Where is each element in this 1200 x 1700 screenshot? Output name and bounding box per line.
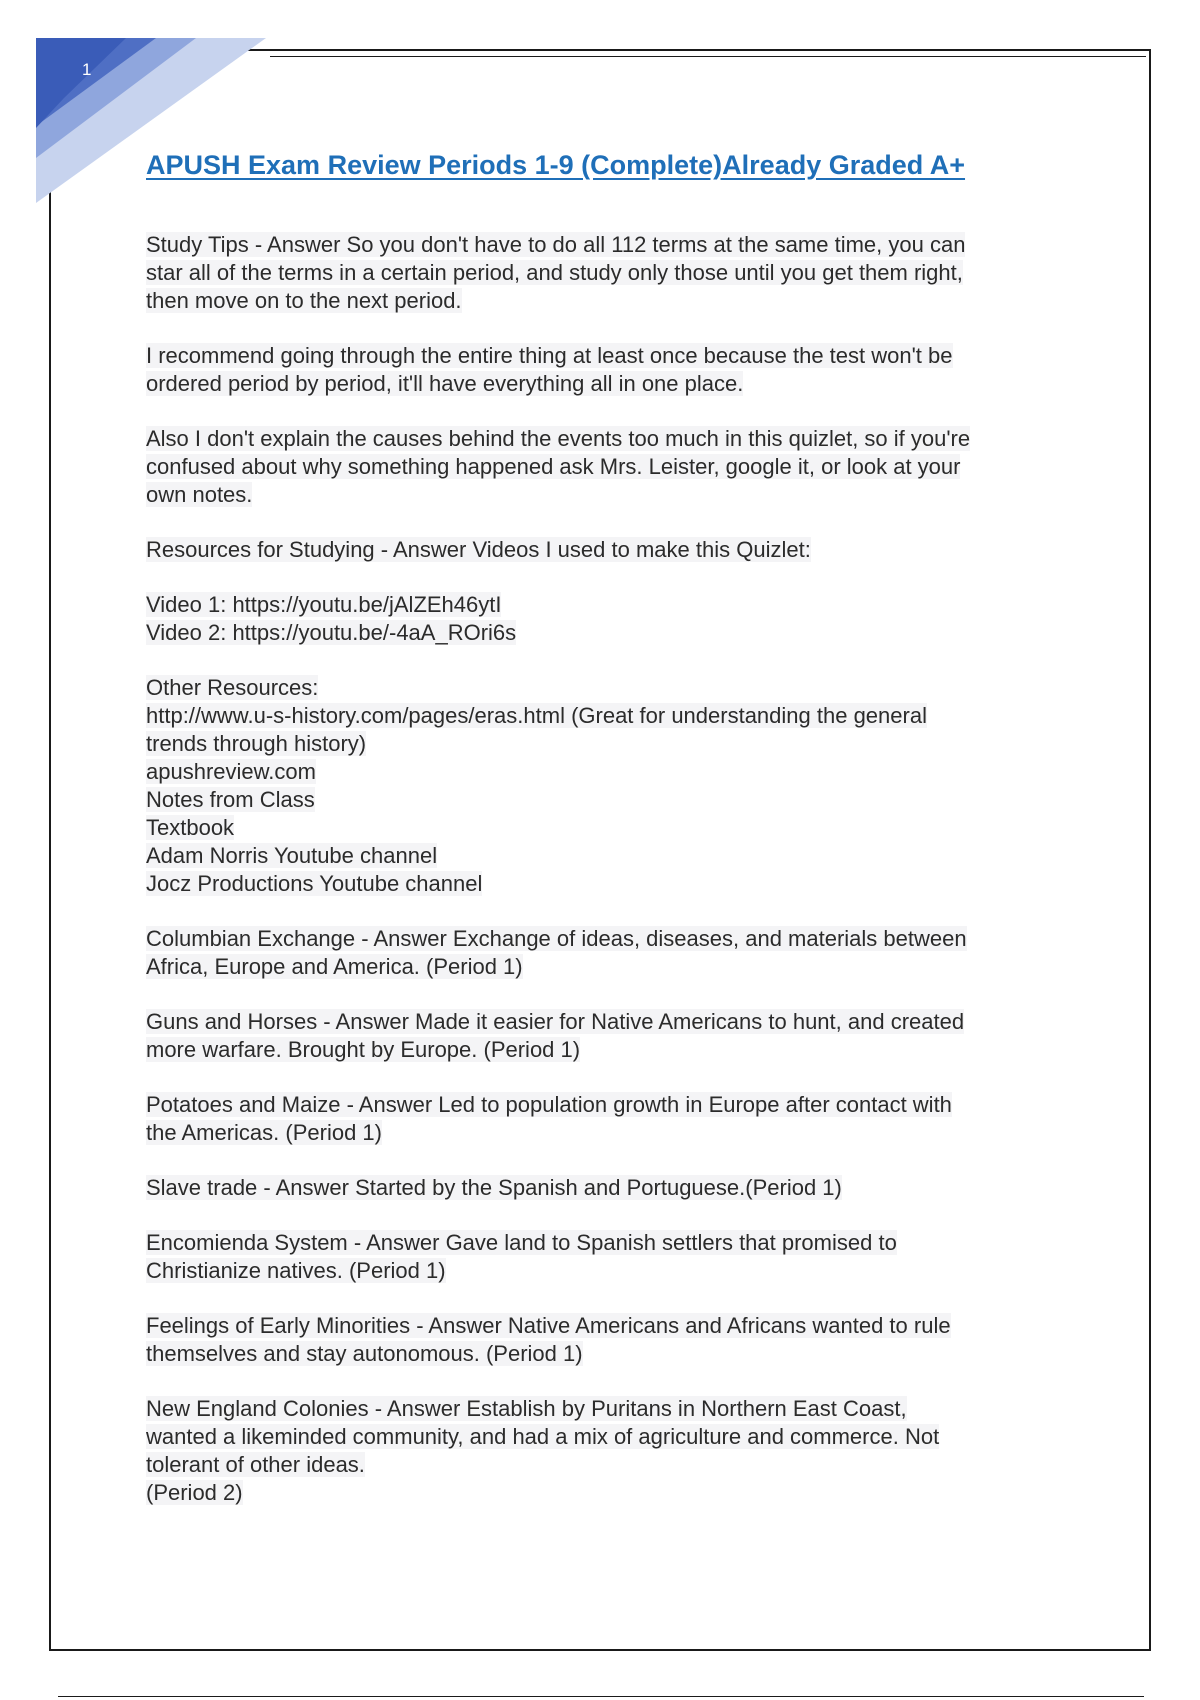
- text-line-content: trends through history): [146, 731, 367, 756]
- paragraph: [146, 591, 1066, 647]
- text-line-content: Video 2: https://youtu.be/-4aA_ROri6s: [146, 620, 517, 645]
- text-line: [146, 1119, 1066, 1147]
- page-number: 1: [82, 60, 92, 79]
- text-line: [146, 674, 1066, 702]
- paragraph: [146, 925, 1066, 981]
- text-line: [146, 1257, 1066, 1285]
- text-line-content: Columbian Exchange - Answer Exchange of ideas, diseases, and materials between: [146, 926, 967, 951]
- text-line-content: I recommend going through the entire thing at least once because the test won't be: [146, 343, 953, 368]
- paragraph: [146, 231, 1066, 315]
- header-rule: [270, 56, 1146, 57]
- text-line: [146, 925, 1066, 953]
- text-line-content: confused about why something happened ask Mrs. Leister, google it, or look at your: [146, 454, 961, 479]
- text-line: [146, 1174, 1066, 1202]
- text-line-content: star all of the terms in a certain period, and study only those until you get them right,: [146, 260, 963, 285]
- text-line-content: Jocz Productions Youtube channel: [146, 871, 483, 896]
- document-body: [146, 231, 1066, 1534]
- text-line: [146, 342, 1066, 370]
- text-line-content: Encomienda System - Answer Gave land to Spanish settlers that promised to: [146, 1230, 897, 1255]
- text-line-content: own notes.: [146, 482, 253, 507]
- text-line: [146, 1395, 1066, 1423]
- text-line-content: Also I don't explain the causes behind the events too much in this quizlet, so if you're: [146, 426, 971, 451]
- text-line-content: Notes from Class: [146, 787, 315, 812]
- text-line-content: Adam Norris Youtube channel: [146, 843, 438, 868]
- text-line-content: New England Colonies - Answer Establish by Puritans in Northern East Coast,: [146, 1396, 907, 1421]
- document-title: APUSH Exam Review Periods 1-9 (Complete)Already Graded A+: [146, 150, 966, 180]
- text-line-content: tolerant of other ideas.: [146, 1452, 365, 1477]
- text-line: [146, 1423, 1066, 1451]
- text-line: [146, 481, 1066, 509]
- text-line: [146, 425, 1066, 453]
- text-line-content: Video 1: https://youtu.be/jAlZEh46ytI: [146, 592, 502, 617]
- text-line-content: Textbook: [146, 815, 235, 840]
- text-line: [146, 1229, 1066, 1257]
- text-line-content: the Americas. (Period 1): [146, 1120, 382, 1145]
- paragraph: [146, 342, 1066, 398]
- paragraph: [146, 1312, 1066, 1368]
- text-line: [146, 619, 1066, 647]
- paragraph: [146, 1395, 1066, 1507]
- text-line-content: Guns and Horses - Answer Made it easier for Native Americans to hunt, and created: [146, 1009, 965, 1034]
- text-line: [146, 814, 1066, 842]
- paragraph: [146, 674, 1066, 898]
- paragraph: [146, 1091, 1066, 1147]
- text-line: [146, 1312, 1066, 1340]
- text-line-content: Christianize natives. (Period 1): [146, 1258, 446, 1283]
- text-line-content: more warfare. Brought by Europe. (Period 1): [146, 1037, 581, 1062]
- text-line: [146, 702, 1066, 730]
- text-line: [146, 1340, 1066, 1368]
- text-line-content: Other Resources:: [146, 675, 319, 700]
- text-line-content: ordered period by period, it'll have everything all in one place.: [146, 371, 744, 396]
- paragraph: [146, 1229, 1066, 1285]
- text-line: [146, 453, 1066, 481]
- text-line-content: apushreview.com: [146, 759, 316, 784]
- text-line-content: Feelings of Early Minorities - Answer Native Americans and Africans wanted to rule: [146, 1313, 951, 1338]
- text-line: [146, 591, 1066, 619]
- text-line-content: wanted a likeminded community, and had a mix of agriculture and commerce. Not: [146, 1424, 940, 1449]
- text-line-content: Slave trade - Answer Started by the Spanish and Portuguese.(Period 1): [146, 1175, 842, 1200]
- text-line: [146, 1036, 1066, 1064]
- text-line-content: Resources for Studying - Answer Videos I used to make this Quizlet:: [146, 537, 811, 562]
- text-line-content: themselves and stay autonomous. (Period 1): [146, 1341, 583, 1366]
- text-line-content: Study Tips - Answer So you don't have to do all 112 terms at the same time, you can: [146, 232, 966, 257]
- text-line: [146, 842, 1066, 870]
- text-line: [146, 259, 1066, 287]
- text-line: [146, 1091, 1066, 1119]
- footer-rule: [58, 1696, 1144, 1697]
- text-line-content: http://www.u-s-history.com/pages/eras.html (Great for understanding the general: [146, 703, 927, 728]
- text-line: [146, 953, 1066, 981]
- text-line: [146, 870, 1066, 898]
- text-line-content: (Period 2): [146, 1480, 243, 1505]
- paragraph: [146, 425, 1066, 509]
- text-line: [146, 1008, 1066, 1036]
- text-line-content: Potatoes and Maize - Answer Led to population growth in Europe after contact with: [146, 1092, 952, 1117]
- text-line: [146, 758, 1066, 786]
- paragraph: [146, 536, 1066, 564]
- paragraph: [146, 1008, 1066, 1064]
- text-line: [146, 536, 1066, 564]
- text-line: [146, 786, 1066, 814]
- text-line: [146, 287, 1066, 315]
- text-line: [146, 370, 1066, 398]
- paragraph: [146, 1174, 1066, 1202]
- text-line: [146, 1479, 1066, 1507]
- text-line-content: then move on to the next period.: [146, 288, 462, 313]
- text-line: [146, 231, 1066, 259]
- text-line-content: Africa, Europe and America. (Period 1): [146, 954, 523, 979]
- text-line: [146, 730, 1066, 758]
- text-line: [146, 1451, 1066, 1479]
